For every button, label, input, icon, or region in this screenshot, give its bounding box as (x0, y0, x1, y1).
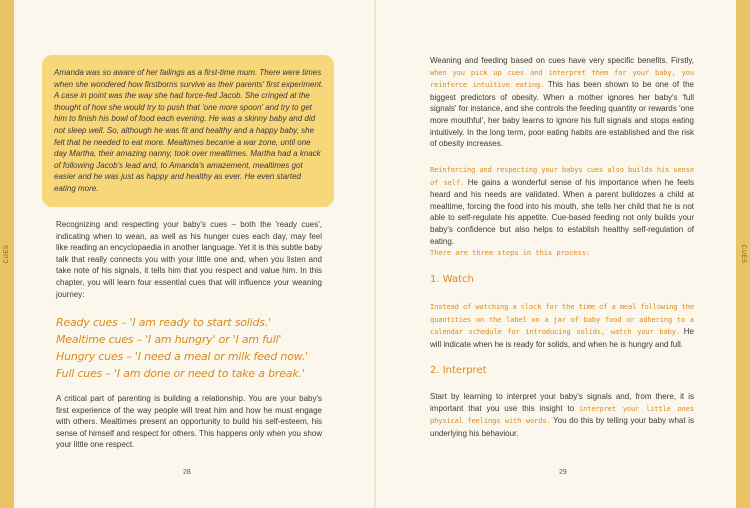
cue-list (56, 314, 308, 382)
interpret-paragraph (430, 391, 694, 439)
book-gutter (374, 0, 376, 508)
cue-item-mealtime: Mealtime cues – 'I am hungry' or 'I am full' (56, 333, 282, 346)
cue-item-ready: Ready cues – 'I am ready to start solids.' (56, 316, 271, 329)
intro-paragraph: Recognizing and respecting your baby's cues – both the 'ready cues', indicating when to wean, as well as his hunger cues each day, may feel like reading an encyclopaedia in another language. Yet it is this subtle baby talk that really connects you with your little one and, when you listen and take note of his signals, it tells him that you respect and value him. In this chapter, you will learn four essential cues that will influence your weaning journey: (56, 220, 322, 299)
step-heading-watch: 1. Watch (430, 274, 474, 285)
benefits-text-a: Weaning and feeding based on cues have very specific benefits. Firstly, (430, 56, 694, 65)
steps-lead: There are three steps in this process: (430, 249, 591, 257)
closing-paragraph: A critical part of parenting is building a relationship. You are your baby's first experience of the way people will treat him and how he must engage with others. Mealtimes present an opportunity to build his self-esteem, his sense of himself and respect for others. This happens only when you show your little one respect. (56, 394, 322, 450)
page-number-left: 28 (183, 469, 191, 476)
interpret-text-b: You do this by telling your baby what is underlying his behaviour. (430, 416, 694, 438)
story-callout-text: Amanda was so aware of her failings as a first-time mum. There were times when she wondered how firstborns survive as their parents' first experiment. A case in point was the way she had force-fed Jacob. She cringed at the thought of how she would try to push that 'one more spoon' and try to get him to finish his bowl of food each evening. He was a skinny baby and did not sleep well. So, although he was fit and healthy and a happy baby, she felt that he needed to eat more. Mealtimes became a war zone, until one day Martha, their amazing nanny, took over mealtimes. Martha had a knack of following Jacob's lead and, to Amanda's amazement, mealtimes got easier and he was just as happy and healthy as ever. He even started eating more. (54, 68, 324, 193)
side-tab-label: CUES (4, 244, 10, 264)
watch-highlight: Instead of watching a clock for the time of a meal following the quantities on the label on a jar of baby food or adhering to a calendar schedule for introducing solids, watch your baby. (430, 303, 694, 337)
page-number-right: 29 (559, 469, 567, 476)
benefits-highlight: when you pick up cues and interpret them for your baby, you reinforce intuitive eating. (430, 68, 694, 90)
watch-text: He will indicate when he is ready for solids, and when he is hungry and full. (430, 327, 694, 349)
benefits-paragraph (430, 55, 694, 150)
side-tab-label: CUES (740, 244, 746, 264)
interpret-highlight: interpret your little ones physical feelings with words. (430, 404, 694, 426)
benefits-text-b: This has been shown to be one of the biggest predictors of obesity. When a mother ignores her baby's 'full signals' for instance, and she controls the feeding quantity or rewards 'one more mouthful', her baby learns to ignore his full signals and stops eating intuitively. In the long term, poor eating habits are established and the risk of obesity increases. (430, 80, 694, 149)
cue-item-hungry: Hungry cues – 'I need a meal or milk feed now.' (56, 350, 308, 363)
watch-paragraph (430, 301, 694, 350)
self-sense-text: He gains a wonderful sense of his importance when he feels heard and his needs are validated. When a parent bulldozes a child at mealtime, forcing the food into his mouth, she tells her child that he is not able to self-regulate his appetite. Cue-based feeding not only builds your baby's confidence but also helps to establish healthy self-regulation of eating. (430, 177, 694, 246)
side-tab-right (736, 236, 750, 272)
self-sense-highlight: Reinforcing and respecting your babys cues also builds his sense of self. (430, 166, 694, 187)
cue-item-full: Full cues – 'I am done or need to take a break.' (56, 367, 305, 380)
interpret-text-a: Start by learning to interpret your baby's signals and, from there, it is important that you use this insight to (430, 392, 694, 413)
self-sense-paragraph (430, 164, 694, 247)
step-heading-interpret: 2. Interpret (430, 365, 487, 376)
story-callout-box (42, 55, 334, 207)
side-tab-left (0, 236, 14, 272)
